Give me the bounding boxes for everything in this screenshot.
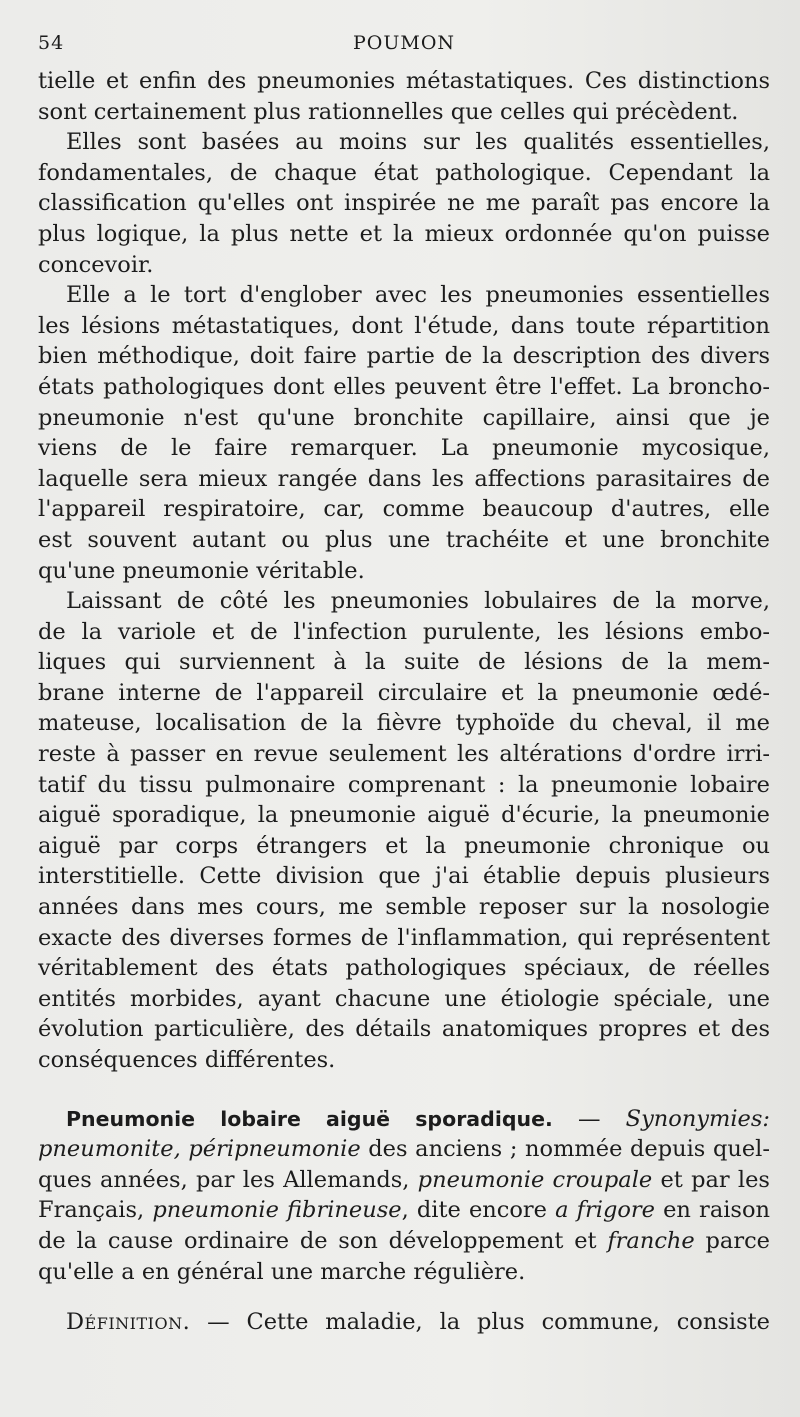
text-run: ques années, par les Allemands, (38, 1166, 418, 1193)
italic-term: a frigore (555, 1197, 655, 1224)
text-run: de la cause ordinaire de son développement et (38, 1227, 608, 1254)
text-line: tatif du tissu pulmonaire comprenant : la pneumonie lobaire (38, 771, 770, 798)
text-line: aiguë sporadique, la pneumonie aiguë d'écurie, la pneumonie (38, 802, 770, 829)
text-line: exacte des diverses formes de l'inflammation, qui représentent (38, 924, 770, 951)
text-run: Français, (38, 1197, 153, 1224)
text-line: tielle et enfin des pneumonies métastatiques. Ces distinctions (38, 68, 770, 94)
italic-term: pneumonie croupale (417, 1166, 653, 1193)
text-line: plus logique, la plus nette et la mieux ordonnée qu'on puisse (38, 220, 770, 247)
text-line: Elle a le tort d'englober avec les pneumonies essentielles (66, 282, 770, 309)
running-title: POUMON (352, 32, 456, 54)
text-line: mateuse, localisation de la fièvre typhoïde du cheval, il me (38, 710, 770, 737)
text-line: Elles sont basées au moins sur les qualités essentielles, (66, 129, 770, 156)
text-line: classification qu'elles ont inspirée ne me paraît pas encore la (38, 190, 770, 217)
italic-term: franche (607, 1227, 695, 1254)
text-run: en raison (654, 1197, 771, 1224)
italic-term: pneumonie fibrineuse (152, 1197, 402, 1224)
text-run: , dite encore (401, 1197, 556, 1224)
text-line: brane interne de l'appareil circulaire et la pneumonie œdé- (38, 679, 770, 706)
section-heading-line (38, 1104, 770, 1135)
text-line: reste à passer en revue seulement les altérations d'ordre irri- (38, 741, 770, 768)
text-line: pneumonie n'est qu'une bronchite capillaire, ainsi que je (38, 404, 770, 431)
section-spacer (38, 1076, 770, 1104)
section-heading: Pneumonie lobaire aiguë sporadique. (66, 1106, 553, 1131)
text-line: qu'elle a en général une marche régulière. (38, 1258, 526, 1285)
definition-text: — Cette maladie, la plus commune, consiste (190, 1309, 770, 1336)
text-line: concevoir. (38, 251, 154, 278)
text-line: aiguë par corps étrangers et la pneumonie chronique ou (38, 832, 770, 859)
text-line (38, 1226, 770, 1257)
definition-label: Définition. (66, 1309, 191, 1336)
heading-dash: — (552, 1105, 626, 1132)
text-line: interstitielle. Cette division que j'ai établie depuis plusieurs (38, 863, 770, 890)
text-line: est souvent autant ou plus une trachéite et une bronchite (38, 526, 770, 553)
text-line: de la variole et de l'infection purulente, les lésions embo- (38, 618, 770, 645)
text-line: viens de le faire remarquer. La pneumonie mycosique, (38, 435, 770, 462)
text-line: Laissant de côté les pneumonies lobulaires de la morve, (66, 588, 770, 615)
italic-term: pneumonite, péripneumonie (38, 1136, 361, 1163)
text-line: entités morbides, ayant chacune une étiologie spéciale, une (38, 985, 770, 1012)
text-run: des anciens ; nommée depuis quel- (360, 1136, 770, 1163)
text-line: états pathologiques dont elles peuvent être l'effet. La broncho- (38, 373, 770, 400)
section-spacer (38, 1287, 770, 1307)
text-line: véritablement des états pathologiques spéciaux, de réelles (38, 955, 770, 982)
text-line: qu'une pneumonie véritable. (38, 557, 365, 584)
text-line: sont certainement plus rationnelles que celles qui précèdent. (38, 98, 739, 125)
text-run: parce (694, 1227, 770, 1254)
page-header (38, 32, 770, 60)
page-number: 54 (38, 32, 65, 54)
body-text (38, 66, 770, 1338)
text-line: bien méthodique, doit faire partie de la description des divers (38, 343, 770, 370)
text-line: évolution particulière, des détails anatomiques propres et des (38, 1016, 770, 1043)
synonymies-label: Synonymies: (625, 1105, 770, 1132)
text-run: et par les (652, 1166, 770, 1193)
text-line: l'appareil respiratoire, car, comme beaucoup d'autres, elle (38, 496, 770, 523)
definition-line (38, 1307, 770, 1338)
text-line: conséquences différentes. (38, 1047, 336, 1073)
text-line: liques qui surviennent à la suite de lésions de la mem- (38, 649, 770, 676)
text-line: fondamentales, de chaque état pathologique. Cependant la (38, 159, 770, 186)
text-line: les lésions métastatiques, dont l'étude, dans toute répartition (38, 312, 770, 339)
text-line (38, 1134, 770, 1165)
text-line (38, 1195, 770, 1226)
text-line (38, 1165, 770, 1196)
text-line: années dans mes cours, me semble reposer sur la nosologie (38, 894, 770, 921)
text-line: laquelle sera mieux rangée dans les affections parasitaires de (38, 465, 770, 492)
